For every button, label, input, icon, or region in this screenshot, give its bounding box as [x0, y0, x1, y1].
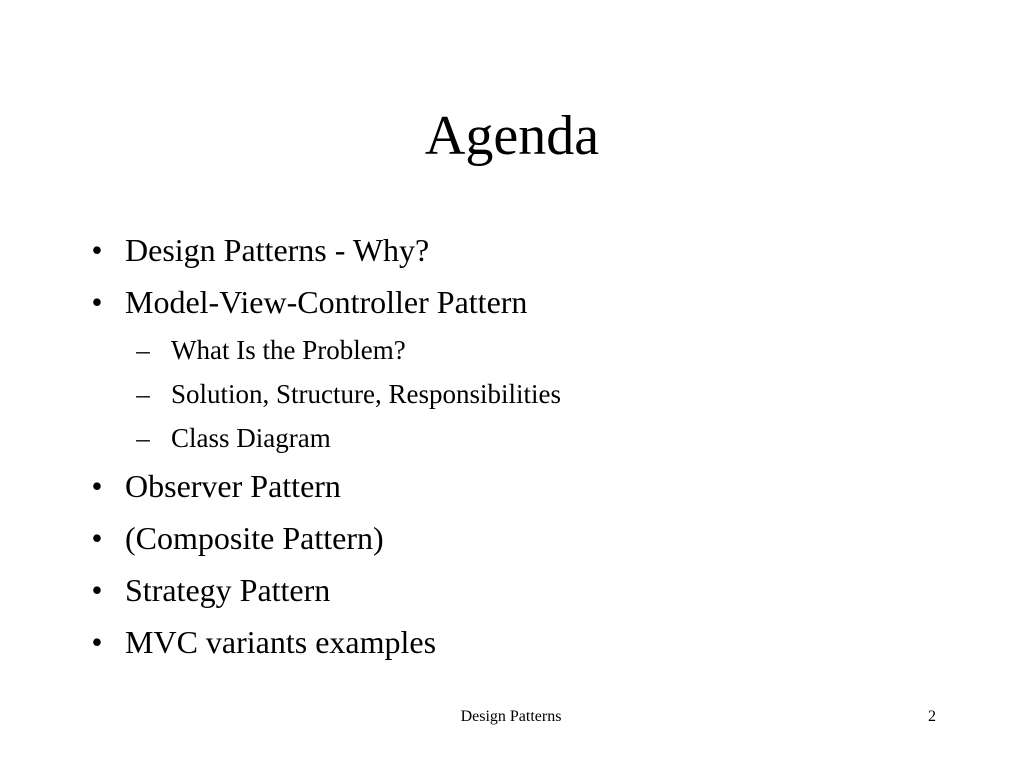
dash-icon: –: [136, 423, 150, 453]
bullet-icon: •: [91, 572, 103, 608]
page-number: 2: [928, 708, 936, 725]
agenda-item-label: Model-View-Controller Pattern: [125, 284, 528, 320]
agenda-item: [82, 564, 962, 616]
dash-icon: –: [136, 335, 150, 365]
agenda-item-label: Design Patterns - Why?: [125, 232, 430, 268]
agenda-item-label: Observer Pattern: [125, 468, 341, 504]
agenda-item-label: (Composite Pattern): [125, 520, 384, 556]
agenda-item-label: MVC variants examples: [125, 624, 437, 660]
bullet-icon: •: [91, 624, 103, 660]
agenda-sub-item: [126, 416, 962, 460]
agenda-item: [82, 224, 962, 276]
agenda-sub-list-container: [82, 328, 962, 460]
agenda-item: [82, 276, 962, 328]
agenda-sub-item-label: What Is the Problem?: [171, 335, 406, 365]
agenda-sub-item-label: Solution, Structure, Responsibilities: [171, 379, 561, 409]
slide-title: Agenda: [424, 105, 600, 167]
bullet-icon: •: [91, 468, 103, 504]
bullet-icon: •: [91, 232, 103, 268]
agenda-sub-item: [126, 372, 962, 416]
agenda-sub-item: [126, 328, 962, 372]
footer-title: Design Patterns: [460, 708, 562, 725]
agenda-item: [82, 460, 962, 512]
bullet-icon: •: [91, 520, 103, 556]
agenda-list: [82, 224, 962, 668]
agenda-sub-item-label: Class Diagram: [171, 423, 331, 453]
agenda-item-label: Strategy Pattern: [125, 572, 331, 608]
agenda-item: [82, 512, 962, 564]
agenda-sub-list: [82, 328, 962, 460]
dash-icon: –: [136, 379, 150, 409]
agenda-item: [82, 616, 962, 668]
bullet-icon: •: [91, 284, 103, 320]
